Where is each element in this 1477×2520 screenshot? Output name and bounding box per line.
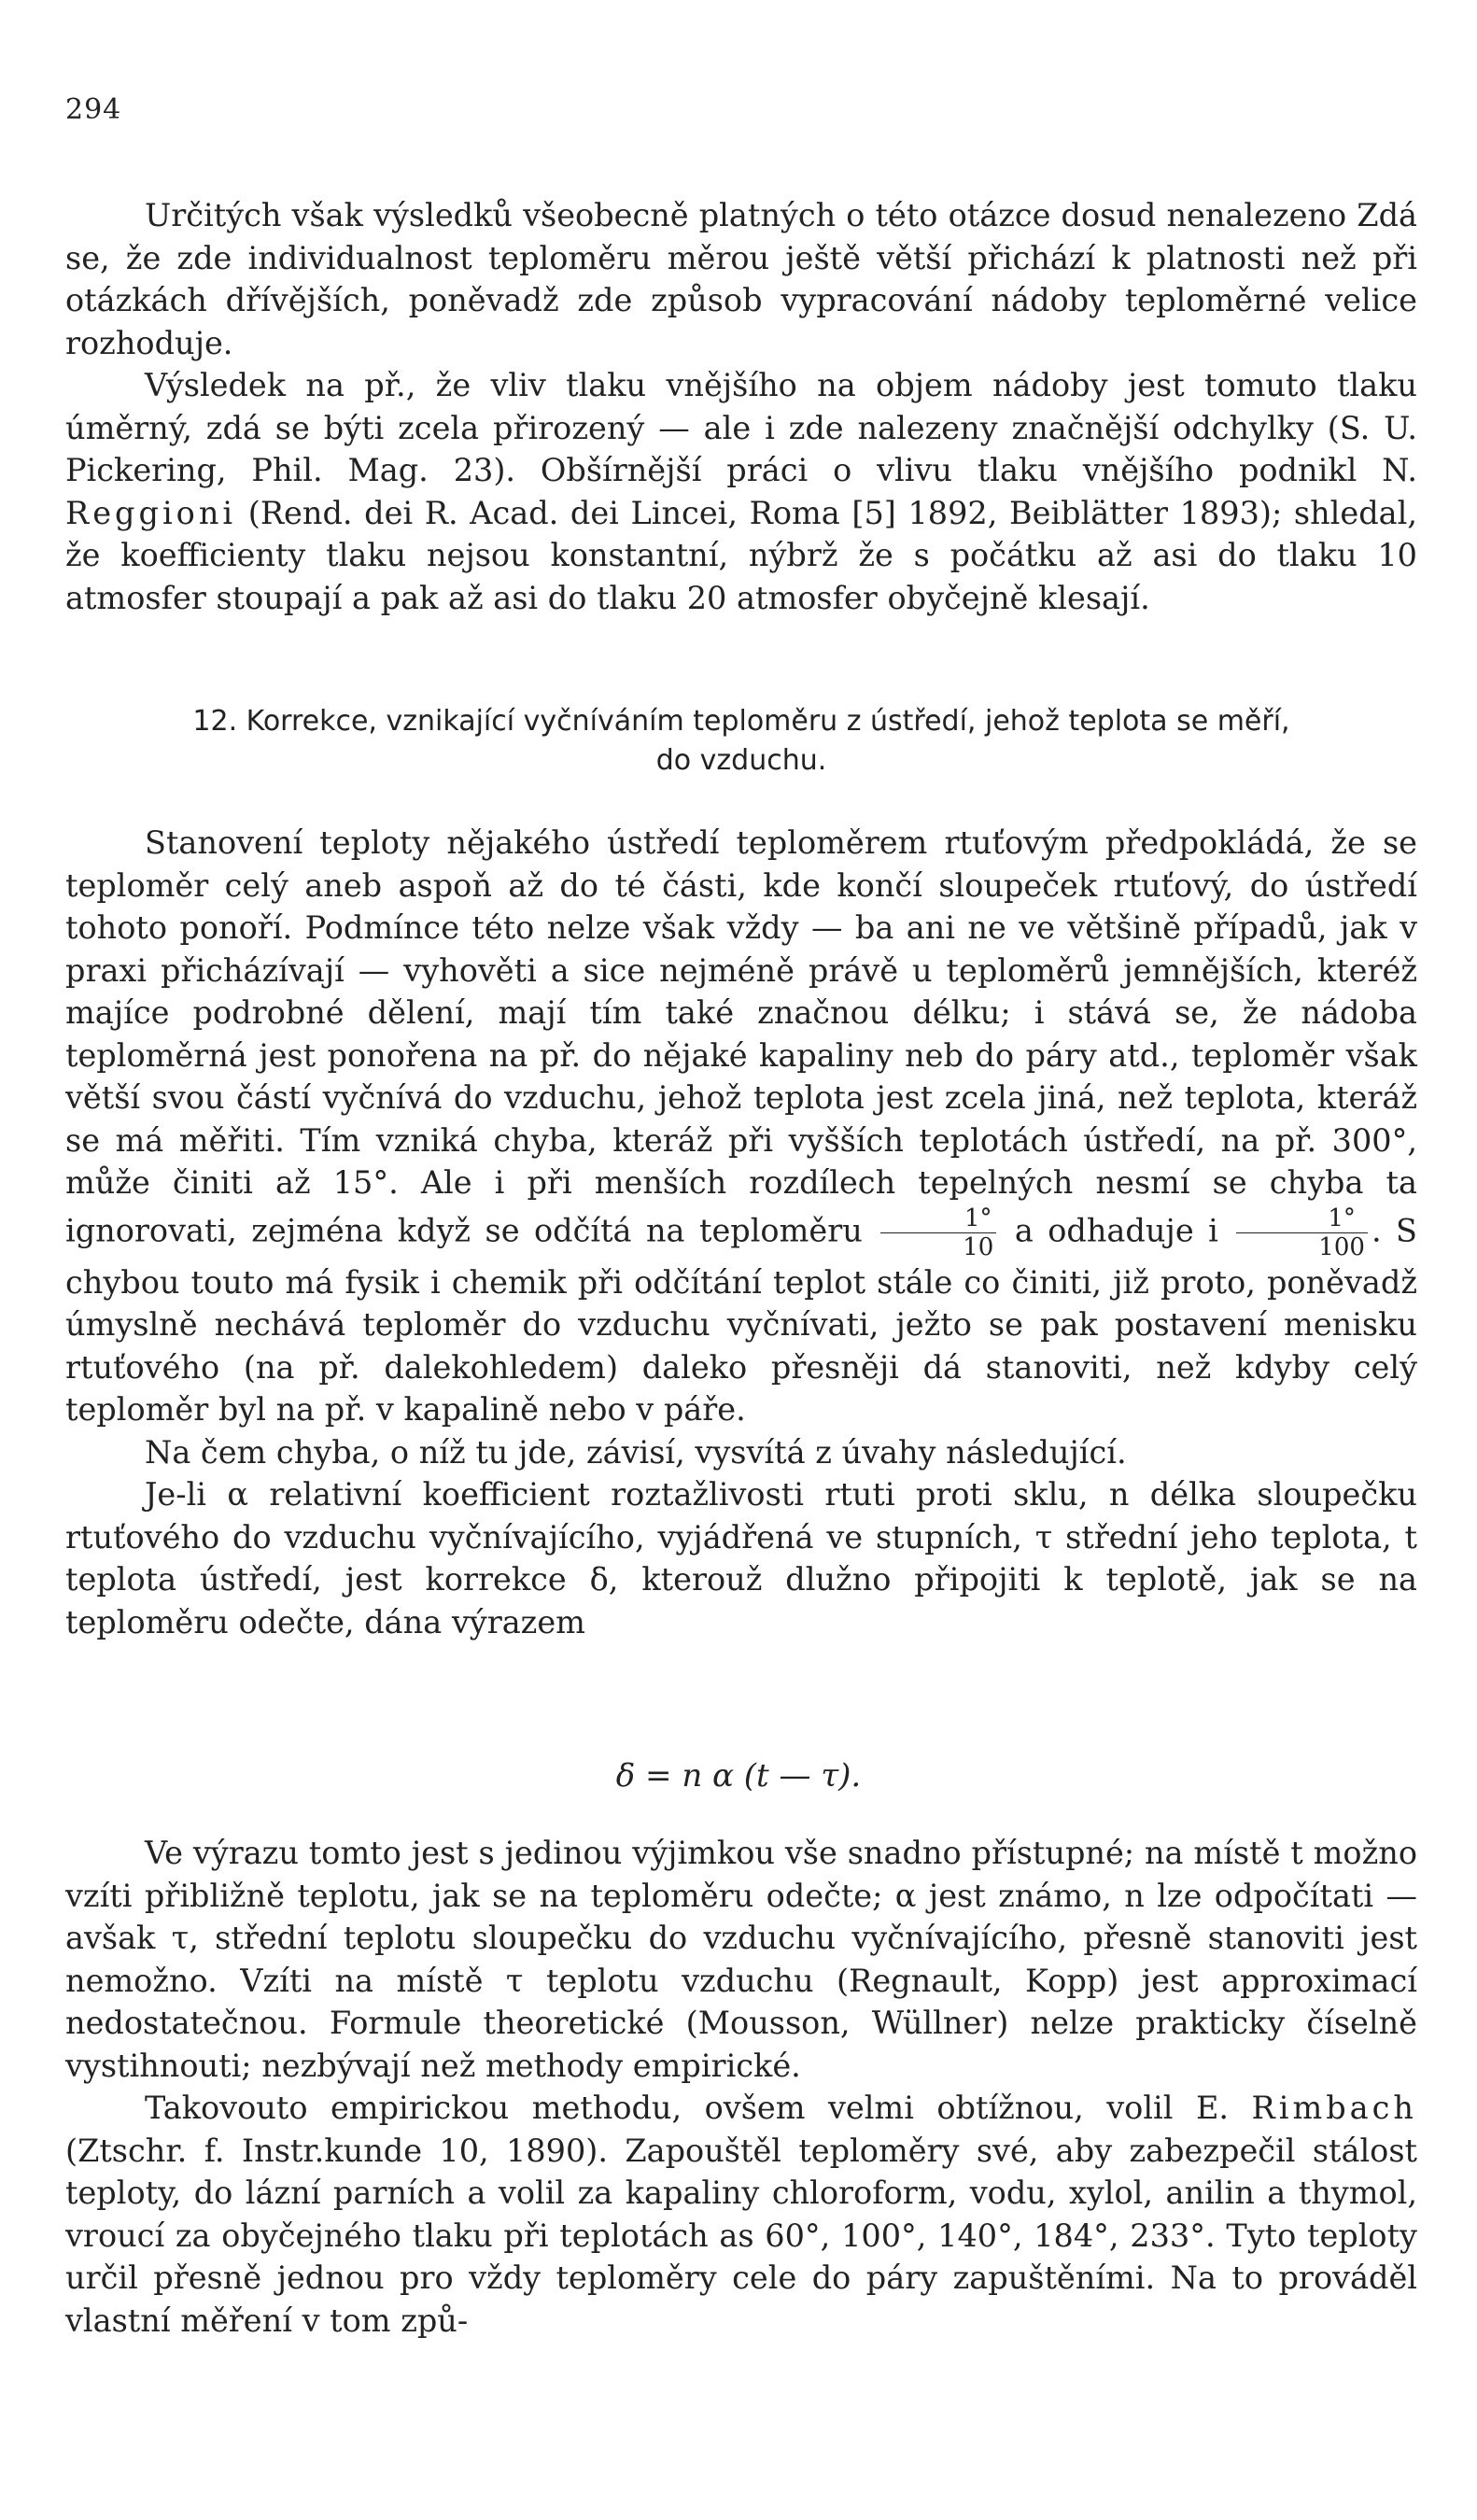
fraction-1-denominator: 10 (963, 1232, 994, 1261)
section-heading-line-2: do vzduchu. (655, 744, 827, 777)
paragraph-2 (65, 364, 1417, 619)
text-block-top (65, 194, 1417, 619)
paragraph-3-text-c: . S chybou touto má fysik i chemik při odčítání teplot stále co činiti, již proto, poněvadž úmyslně nechává teploměr do vzduchu vyčnívati, ježto se pak postavení menisku rtuťového (na př. dalekohledem) daleko přesněji dá stanoviti, než kdyby celý teploměr byl na př. v kapalině nebo v páře. (65, 1212, 1417, 1428)
paragraph-7 (65, 2087, 1417, 2342)
paragraph-3-text-a: Stanovení teploty nějakého ústředí teploměrem rtuťovým předpokládá, že se teploměr celý aneb aspoň až do té části, kde končí sloupeček rtuťový, do ústředí tohoto ponoří. Podmínce této nelze však vždy — ba ani ne ve většině případů, jak v praxi přicházívají — vyhověti a sice nejméně právě u teploměrů jemnějších, kteréž majíce podrobné dělení, mají tím také značnou délku; i stává se, že nádoba teploměrná jest ponořena na př. do nějaké kapaliny neb do páry atd., teploměr však větší svou částí vyčnívá do vzduchu, jehož teplota jest zcela jiná, než teplota, kteráž se má měřiti. Tím vzniká chyba, kteráž při vyšších teplotách ústředí, na př. 300°, může činiti až 15°. Ale i při menších rozdílech tepelných nesmí se chyba ta ignorovati, zejména když se odčítá na teploměru (65, 824, 1417, 1248)
paragraph-7-text-a: Takovouto empirickou methodu, ovšem velmi obtížnou, volil E. (145, 2090, 1230, 2126)
fraction-2-numerator: 1° (1236, 1204, 1368, 1233)
fraction-2-denominator: 100 (1318, 1232, 1365, 1261)
author-name-reggioni: Reggioni (65, 494, 237, 531)
paragraph-4: Na čem chyba, o níž tu jde, závisí, vysvítá z úvahy následující. (145, 1433, 1127, 1471)
paragraph-5: Je-li α relativní koefficient roztažlivosti rtuti proti sklu, n délka sloupečku rtuťového do vzduchu vyčnívajícího, vyjádřená ve stupních, τ střední jeho teplota, t teplota ústředí, jest korrekce δ, kterouž dlužno připojiti k teplotě, jak se na teploměru odečte, dána výrazem (65, 1476, 1417, 1640)
section-heading-line-1: 12. Korrekce, vznikající vyčníváním teploměru z ústředí, jehož teplota se měří, (192, 705, 1290, 738)
fraction-1-numerator: 1° (880, 1204, 996, 1233)
paragraph-6: Ve výrazu tomto jest s jedinou výjimkou vše snadno přístupné; na místě t možno vzíti přibližně teplotu, jak se na teploměru odečte; α jest známo, n lze odpočítati — avšak τ, střední teplotu sloupečku do vzduchu vyčnívajícího, přesně stanoviti jest nemožno. Vzíti na místě τ teplotu vzduchu (Regnault, Kopp) jest approximací nedostatečnou. Formule theoretické (Mousson, Wüllner) nelze prakticky číselně vystihnouti; nezbývají než methody empirické. (65, 1835, 1417, 2084)
author-name-rimbach: Rimbach (1251, 2090, 1417, 2126)
fraction-one-tenth-degree (880, 1204, 996, 1261)
text-block-bottom (65, 1832, 1417, 2342)
fraction-one-hundredth-degree (1236, 1204, 1368, 1261)
text-block-middle (65, 822, 1417, 1643)
correction-formula: δ = n α (t — τ). (615, 1757, 862, 1795)
paragraph-3-text-b: a odhaduje i (1014, 1212, 1218, 1248)
paragraph-7-text-b: (Ztschr. f. Instr.kunde 10, 1890). Zapouštěl teploměry své, aby zabezpečil stálost teploty, do lázní parních a volil za kapaliny chloroform, vodu, xylol, anilin a thymol, vroucí za obyčejného tlaku při teplotách as 60°, 100°, 140°, 184°, 233°. Tyto teploty určil přesně jednou pro vždy teploměry cele do páry zapuštěními. Na to prováděl vlastní měření v tom způ- (65, 2132, 1417, 2339)
paragraph-3 (65, 822, 1417, 1431)
paragraph-2-text-b: (Rend. dei R. Acad. dei Lincei, Roma [5] 1892, Beiblätter 1893); shledal, že koefficienty tlaku nejsou konstantní, nýbrž že s počátku až asi do tlaku 10 atmosfer stoupají a pak až asi do tlaku 20 atmosfer obyčejně klesají. (65, 494, 1417, 616)
page-number: 294 (65, 93, 122, 126)
paragraph-1: Určitých však výsledků všeobecně platných o této otázce dosud nenalezeno Zdá se, že zde individualnost teploměru měrou ještě větší přichází k platnosti než při otázkách dřívějších, poněvadž zde způsob vypracování nádoby teploměrné velice rozhoduje. (65, 197, 1417, 361)
paragraph-2-text-a: Výsledek na př., že vliv tlaku vnějšího na objem nádoby jest tomuto tlaku úměrný, zdá se býti zcela přirozený — ale i zde nalezeny značnější odchylky (S. U. Pickering, Phil. Mag. 23). Obšírnější práci o vlivu tlaku vnějšího podnikl N. (65, 367, 1417, 488)
section-heading (65, 702, 1417, 781)
